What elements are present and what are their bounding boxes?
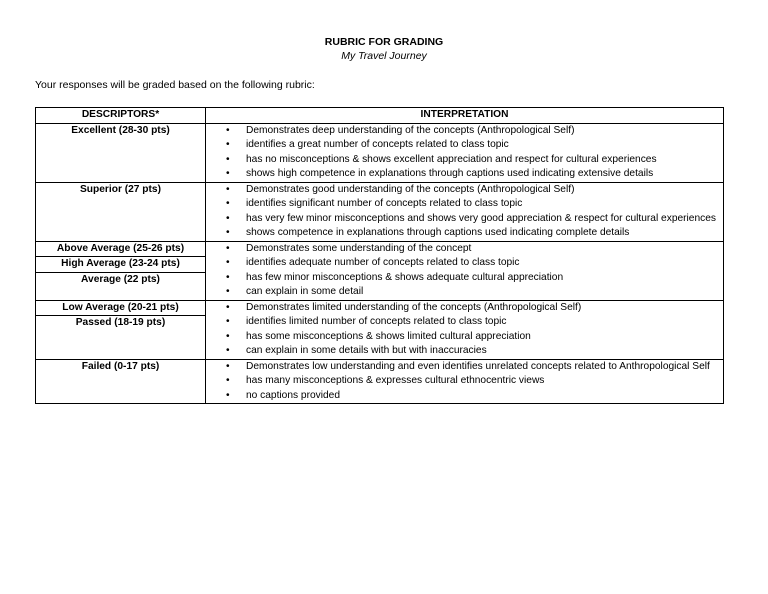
intro-text: Your responses will be graded based on the following rubric: — [35, 79, 315, 91]
descriptor-label: Passed (18-19 pts) — [75, 317, 166, 328]
list-item: • identifies significant number of concepts related to class topic — [206, 197, 723, 212]
list-item: • Demonstrates limited understanding of the concepts (Anthropological Self) — [206, 301, 723, 316]
list-item: • Demonstrates some understanding of the concept — [206, 242, 723, 257]
list-item: • has very few minor misconceptions and shows very good appreciation & respect for cultural experiences — [206, 212, 723, 227]
descriptor-cell — [36, 123, 206, 182]
descriptor-label: Average (22 pts) — [81, 273, 160, 285]
list-item: • shows high competence in explanations through captions used indicating extensive details — [206, 167, 723, 182]
list-item: • no captions provided — [206, 389, 723, 404]
list-item: • has some misconceptions & shows limited cultural appreciation — [206, 330, 723, 345]
header-descriptors: DESCRIPTORS* — [36, 108, 206, 124]
interpretation-cell — [206, 182, 724, 241]
descriptor-label: Above Average (25-26 pts) — [36, 242, 205, 258]
list-item: • Demonstrates deep understanding of the concepts (Anthropological Self) — [206, 124, 723, 139]
header-interpretation: INTERPRETATION — [206, 108, 724, 124]
document-subtitle: My Travel Journey — [341, 50, 427, 62]
descriptor-label: Low Average (20-21 pts) — [36, 301, 205, 317]
interpretation-cell — [206, 300, 724, 359]
rubric-table — [35, 107, 724, 404]
interpretation-cell — [206, 241, 724, 300]
interpretation-cell — [206, 359, 724, 404]
list-item: • has no misconceptions & shows excellent appreciation and respect for cultural experiences — [206, 153, 723, 168]
list-item: • can explain in some details with but with inaccuracies — [206, 344, 723, 359]
interpretation-cell — [206, 123, 724, 182]
table-header-row — [36, 108, 724, 124]
descriptor-cell — [36, 300, 206, 359]
list-item: • identifies adequate number of concepts related to class topic — [206, 256, 723, 271]
descriptor-label: Failed (0-17 pts) — [81, 360, 160, 372]
descriptor-cell — [36, 241, 206, 300]
list-item: • Demonstrates good understanding of the concepts (Anthropological Self) — [206, 183, 723, 198]
table-row — [36, 359, 724, 404]
document-title: RUBRIC FOR GRADING — [324, 36, 444, 48]
table-row — [36, 182, 724, 241]
list-item: • identifies limited number of concepts related to class topic — [206, 315, 723, 330]
list-item: • has many misconceptions & expresses cultural ethnocentric views — [206, 374, 723, 389]
list-item: • has few minor misconceptions & shows adequate cultural appreciation — [206, 271, 723, 286]
descriptor-label: High Average (23-24 pts) — [36, 257, 205, 273]
table-row — [36, 300, 724, 359]
list-item: • can explain in some detail — [206, 285, 723, 300]
list-item: • shows competence in explanations through captions used indicating complete details — [206, 226, 723, 241]
list-item: • Demonstrates low understanding and even identifies unrelated concepts related to Anthropological Self — [206, 360, 723, 375]
list-item: • identifies a great number of concepts related to class topic — [206, 138, 723, 153]
descriptor-cell — [36, 359, 206, 404]
descriptor-cell — [36, 182, 206, 241]
table-row — [36, 241, 724, 300]
table-row — [36, 123, 724, 182]
descriptor-label: Superior (27 pts) — [80, 183, 161, 195]
descriptor-label: Excellent (28-30 pts) — [71, 124, 170, 136]
